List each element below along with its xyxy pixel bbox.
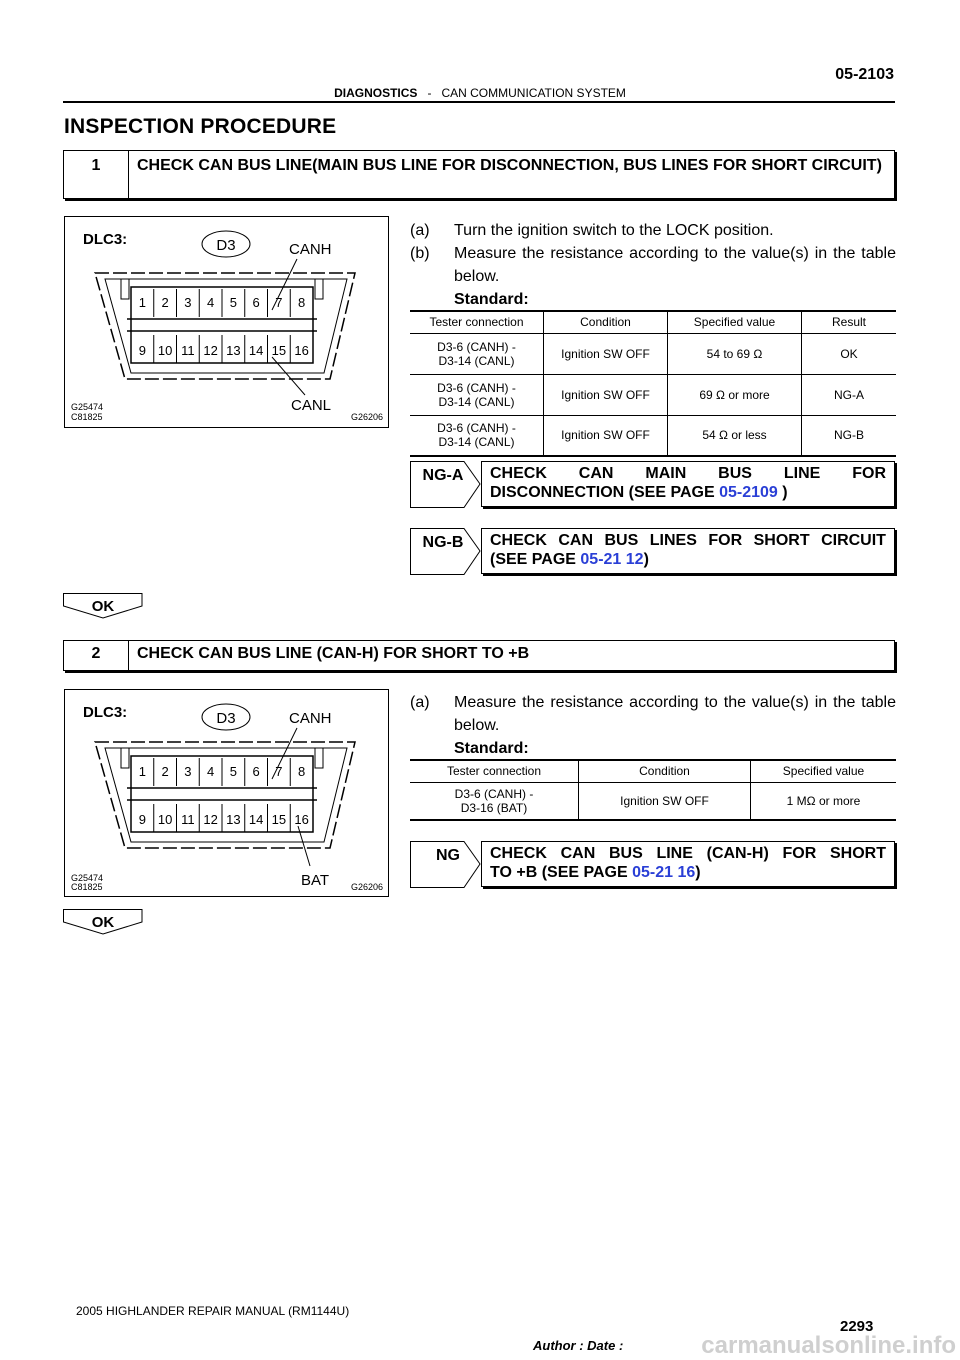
table-cell: [410, 374, 544, 415]
pin-number: 7: [275, 295, 283, 310]
pin-number: 12: [203, 343, 218, 358]
page-number: 2293: [840, 1318, 874, 1335]
pin-number: 16: [294, 343, 309, 358]
instruction-text: Turn the ignition switch to the LOCK position.: [454, 222, 774, 239]
action-word: CHECK: [490, 845, 547, 862]
bat-label: BAT: [301, 872, 330, 889]
table-cell: Ignition SW OFF: [544, 333, 668, 374]
table-cell: OK: [802, 333, 897, 374]
pin-number: 4: [207, 764, 215, 779]
step-2-number: 2: [64, 641, 129, 670]
step-2-spec-table: [410, 759, 896, 821]
action-line-2: [490, 550, 886, 569]
table-header: Tester connection: [410, 311, 544, 333]
table-row: [410, 415, 896, 456]
instruction-b: [410, 242, 896, 288]
ref-code-3: G26206: [351, 882, 384, 892]
action-text: ): [777, 484, 788, 501]
pin-number: 3: [184, 764, 192, 779]
step-2-instructions: [410, 691, 896, 760]
pin-grid: [131, 758, 313, 832]
dlc3-connector-diagram-1: [65, 217, 388, 427]
conn-line-2: D3-14 (CANL): [438, 435, 515, 450]
table-cell: [410, 415, 544, 456]
latch-left: [121, 748, 129, 768]
pin-number: 9: [138, 812, 146, 827]
action-word: CAN: [578, 465, 614, 482]
action-word: CAN: [558, 532, 594, 549]
connector-label: D3: [216, 237, 236, 254]
action-word: SHORT: [830, 845, 886, 862]
action-text: ): [643, 551, 649, 568]
header-subsection: CAN COMMUNICATION SYSTEM: [441, 86, 626, 100]
ok-branch-1: [63, 593, 145, 619]
table-cell: [410, 333, 544, 374]
action-word: MAIN: [645, 465, 687, 482]
pin-number: 1: [138, 295, 146, 310]
ref-code-1: G25474: [71, 402, 104, 412]
pin-grid: [131, 289, 313, 363]
ng-b-action: [481, 528, 895, 574]
action-line-2: [490, 483, 886, 502]
action-word: BUS: [718, 465, 752, 482]
instruction-label: (a): [410, 694, 430, 711]
running-header: [0, 86, 960, 100]
pin-number: 3: [184, 295, 192, 310]
ref-code-1: G25474: [71, 873, 104, 883]
ref-code-2: C81825: [71, 412, 103, 422]
table-cell: Ignition SW OFF: [544, 415, 668, 456]
ok-branch-2: [63, 909, 145, 935]
pin-number: 13: [226, 343, 241, 358]
step-1-number: 1: [64, 151, 129, 198]
connector-label: D3: [216, 710, 236, 727]
table-row: [410, 374, 896, 415]
step-1-heading-box: [63, 150, 895, 199]
table-cell: [410, 782, 579, 820]
step-1-spec-table: [410, 310, 896, 457]
action-text: DISCONNECTION (SEE PAGE: [490, 484, 720, 501]
page-code: 05-2103: [835, 66, 894, 83]
pin-number: 5: [229, 295, 237, 310]
conn-line-1: D3-6 (CANH) -: [437, 380, 516, 395]
pin-number: 2: [161, 764, 169, 779]
watermark: carmanualsonline.info: [701, 1332, 956, 1359]
header-rule: [63, 101, 895, 103]
page-link[interactable]: 05-21 12: [580, 551, 644, 568]
action-text: TO +B (SEE PAGE: [490, 864, 633, 881]
ok-label: OK: [91, 914, 115, 931]
table-header: Condition: [544, 311, 668, 333]
ng-label: NG: [436, 847, 460, 864]
action-line-1: [490, 844, 886, 863]
action-line-1: [490, 531, 886, 550]
action-word: LINES: [649, 532, 697, 549]
action-line-1: [490, 464, 886, 483]
action-word: FOR: [852, 465, 886, 482]
page-link[interactable]: 05-21 16: [632, 864, 696, 881]
ng-action: [481, 841, 895, 887]
conn-line-1: D3-6 (CANH) -: [437, 421, 516, 436]
table-row: [410, 782, 896, 820]
dlc-label: DLC3:: [83, 231, 128, 248]
header-separator: -: [427, 86, 432, 100]
pin-number: 16: [294, 812, 309, 827]
page-title: INSPECTION PROCEDURE: [64, 115, 337, 138]
latch-right: [315, 279, 323, 299]
table-header: Specified value: [668, 311, 802, 333]
table-cell: 69 Ω or more: [668, 374, 802, 415]
dlc3-connector-diagram-2: [65, 690, 388, 896]
header-section: DIAGNOSTICS: [334, 86, 418, 100]
step-2-figure: [64, 689, 389, 897]
standard-label: Standard:: [454, 740, 529, 757]
canl-label: CANL: [291, 397, 332, 414]
ng-b-branch: [410, 528, 896, 576]
ng-a-action: [481, 461, 895, 507]
pin-number: 15: [271, 812, 287, 827]
action-word: BUS: [608, 845, 643, 862]
connector-inner: [105, 748, 347, 842]
pin-number: 6: [252, 295, 260, 310]
conn-line-1: D3-6 (CANH) -: [437, 339, 516, 354]
action-word: CAN: [560, 845, 596, 862]
table-row: [410, 333, 896, 374]
pin-number: 2: [161, 295, 169, 310]
ok-label: OK: [91, 598, 115, 615]
pin-number: 10: [157, 343, 173, 358]
table-header: Result: [802, 311, 897, 333]
step-2-heading: CHECK CAN BUS LINE (CAN-H) FOR SHORT TO +B: [137, 645, 530, 662]
action-word: CHECK: [490, 532, 547, 549]
action-word: FOR: [708, 532, 743, 549]
pin-number: 10: [157, 812, 173, 827]
step-1-heading: CHECK CAN BUS LINE(MAIN BUS LINE FOR DISCONNECTION, BUS LINES FOR SHORT CIRCUIT): [137, 157, 882, 174]
table-header-row: [410, 311, 896, 333]
pin-number: 7: [275, 764, 283, 779]
manual-title: 2005 HIGHLANDER REPAIR MANUAL (RM1144U): [76, 1304, 350, 1318]
ref-code-3: G26206: [351, 412, 384, 422]
conn-line-2: D3-16 (BAT): [460, 800, 528, 815]
pin-number: 1: [138, 764, 146, 779]
ng-a-branch: [410, 461, 896, 509]
instruction-text: Measure the resistance according to the value(s) in the table below.: [454, 694, 896, 734]
table-cell: 1 MΩ or more: [751, 782, 897, 820]
table-cell: 54 Ω or less: [668, 415, 802, 456]
canh-leader: [272, 259, 297, 310]
table-header-row: [410, 760, 896, 782]
canh-label: CANH: [289, 710, 332, 727]
ng-a-label: NG-A: [422, 467, 464, 484]
instruction-a: [410, 219, 896, 242]
table-cell: NG-A: [802, 374, 897, 415]
page-link[interactable]: 05-2109: [719, 484, 778, 501]
pin-number: 15: [271, 343, 287, 358]
table-cell: 54 to 69 Ω: [668, 333, 802, 374]
pin-number: 9: [138, 343, 146, 358]
action-word: BUS: [604, 532, 639, 549]
action-line-2: [490, 863, 886, 882]
ref-code-2: C81825: [71, 882, 103, 892]
table-header: Condition: [579, 760, 751, 782]
instruction-label: (a): [410, 222, 430, 239]
step-1-figure: [64, 216, 389, 428]
conn-line-2: D3-14 (CANL): [438, 353, 515, 368]
conn-line-2: D3-14 (CANL): [438, 394, 515, 409]
action-text: ): [695, 864, 701, 881]
action-word: LINE: [656, 845, 693, 862]
pin-number: 6: [252, 764, 260, 779]
conn-line-1: D3-6 (CANH) -: [454, 786, 534, 801]
pin-number: 8: [298, 764, 306, 779]
canh-leader: [272, 728, 297, 779]
ng-b-label: NG-B: [422, 534, 464, 551]
instruction-text: Measure the resistance according to the value(s) in the table below.: [454, 245, 896, 285]
author-date: Author : Date :: [533, 1338, 624, 1353]
pin-number: 8: [298, 295, 306, 310]
step-2-heading-box: [63, 640, 895, 671]
dlc-label: DLC3:: [83, 704, 128, 721]
latch-left: [121, 279, 129, 299]
action-word: FOR: [782, 845, 817, 862]
pin-number: 13: [226, 812, 241, 827]
table-cell: Ignition SW OFF: [544, 374, 668, 415]
table-header: Tester connection: [410, 760, 579, 782]
table-header: Specified value: [751, 760, 897, 782]
standard-label: Standard:: [454, 291, 529, 308]
connector-inner: [105, 279, 347, 373]
action-word: (CAN-H): [706, 845, 769, 862]
instruction-label: (b): [410, 245, 430, 262]
pin-number: 14: [248, 343, 264, 358]
step-1-instructions: [410, 219, 896, 311]
pin-number: 4: [207, 295, 215, 310]
pin-number: 11: [181, 343, 195, 358]
table-cell: NG-B: [802, 415, 897, 456]
pin-number: 5: [229, 764, 237, 779]
instruction-a: [410, 691, 896, 737]
action-word: LINE: [783, 465, 821, 482]
pin-number: 14: [248, 812, 264, 827]
pin-number: 11: [181, 812, 195, 827]
action-word: SHORT: [753, 532, 810, 549]
canh-label: CANH: [289, 241, 332, 258]
ng-branch: [410, 841, 896, 889]
action-text: (SEE PAGE: [490, 551, 581, 568]
table-cell: Ignition SW OFF: [579, 782, 751, 820]
latch-right: [315, 748, 323, 768]
action-word: CHECK: [490, 465, 547, 482]
action-word: CIRCUIT: [821, 532, 886, 549]
pin-number: 12: [203, 812, 218, 827]
